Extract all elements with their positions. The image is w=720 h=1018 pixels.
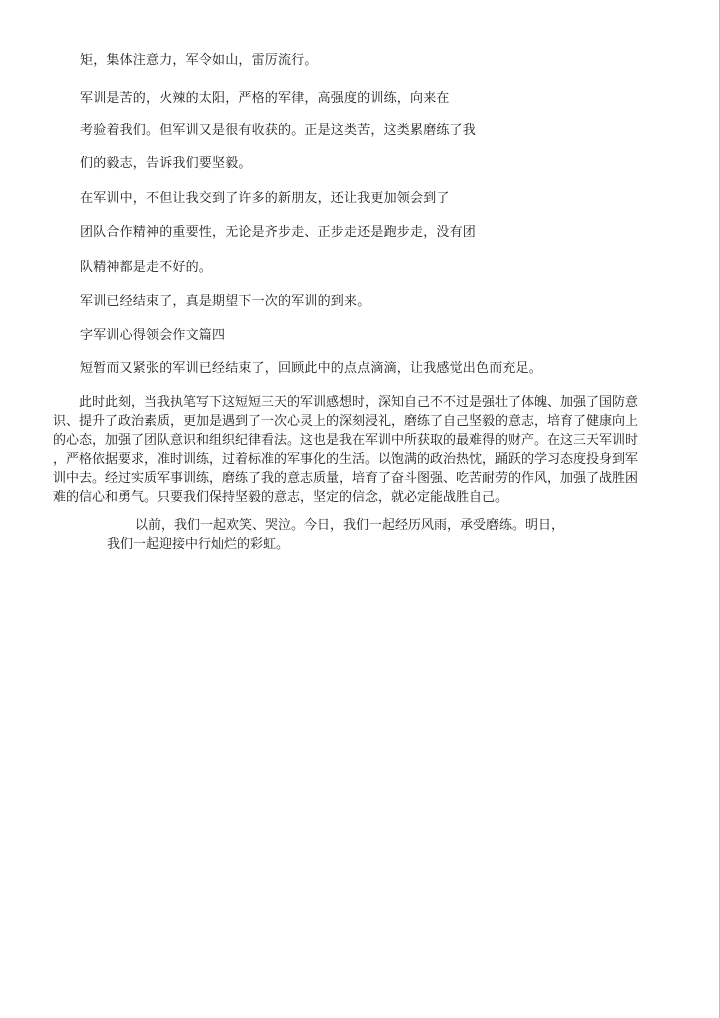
text-line: 考验着我们。但军训又是很有收获的。正是这类苦，这类累磨练了我 — [80, 123, 477, 138]
text-line: 团队合作精神的重要性，无论是齐步走、正步走还是跑步走，没有团 — [80, 225, 477, 240]
paragraph-line: 难的信心和勇气。只要我们保持坚毅的意志，坚定的信念，就必定能战胜自己。 — [53, 490, 509, 505]
paragraph-line: 识、提升了政治素质，更加是遇到了一次心灵上的深刻浸礼，磨练了自己坚毅的意志，培育了健康向上 — [53, 414, 639, 429]
text-line: 们的毅志，告诉我们要坚毅。 — [80, 156, 252, 171]
text-line: 矩，集体注意力，军令如山，雷厉流行。 — [80, 53, 318, 68]
body-paragraph — [53, 393, 663, 507]
text-line: 短暂而又紧张的军训已经结束了，回顾此中的点点滴滴，让我感觉出色而充足。 — [80, 361, 543, 376]
paragraph-line: ，严格依据要求，准时训练，过着标准的军事化的生活。以饱满的政治热忱，踊跃的学习态度投身到军 — [53, 452, 639, 467]
closing-line: 我们一起迎接中行灿烂的彩虹。 — [107, 537, 290, 552]
paragraph-line: 训中去。经过实质军事训练，磨练了我的意志质量，培育了奋斗图强、吃苦耐劳的作风，加强了战胜困 — [53, 471, 639, 486]
paragraph-line: 此时此刻，当我执笔写下这短短三天的军训感想时，深知自己不不过是强壮了体魄、加强了国防意 — [79, 395, 639, 410]
paragraph-line: 的心态，加强了团队意识和组织纪律看法。这也是我在军训中所获取的最难得的财产。在这三天军训时 — [53, 433, 639, 448]
section-heading: 字军训心得领会作文篇四 — [80, 328, 226, 343]
text-line: 队精神都是走不好的。 — [80, 260, 213, 275]
text-line: 军训是苦的，火辣的太阳，严格的军律，高强度的训练，向来在 — [80, 91, 450, 106]
text-line: 在军训中，不但让我交到了许多的新朋友，还让我更加领会到了 — [80, 191, 450, 206]
text-line: 军训已经结束了，真是期望下一次的军训的到来。 — [80, 294, 371, 309]
closing-line: 以前，我们一起欢笑、哭泣。今日，我们一起经历风雨，承受磨练。明日， — [135, 518, 565, 533]
